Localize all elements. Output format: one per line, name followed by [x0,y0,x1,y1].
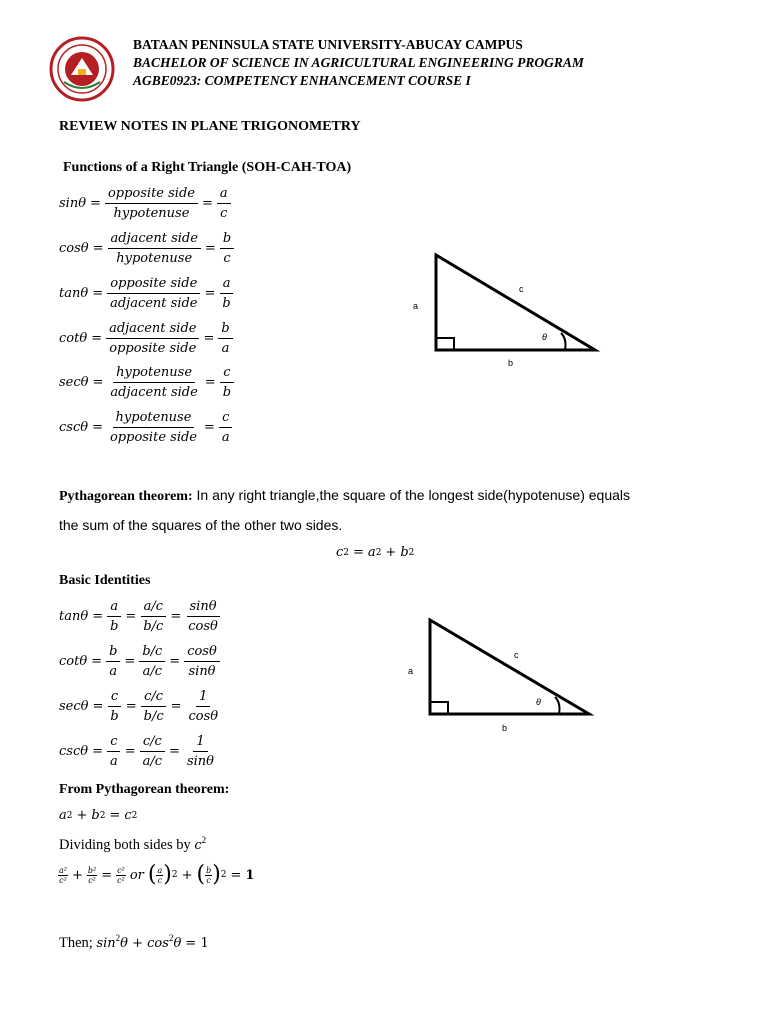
final-identity: Then; $\sin^2\theta + \cos^2\theta = 1$ [59,933,209,951]
function-name: cscθ [59,420,89,435]
trig-function-row: secθ = $\frac{\text{hypotenuse}}{\text{adjacent side}}$ = $\frac{c}{b}$ [59,364,234,401]
divided-equation: $\frac{\text{a²}}{\text{c²}}$ + $\frac{\text{b²}}{\text{c²}}$ = $\frac{\text{c²}}{\text{c²}}$ or ( $\frac{a}{c}$ ) 2 + ( $\frac{b}{c}$ ) 2 = 1 [59,862,255,887]
pythagorean-restated: a 2 + b 2 = c 2 [59,808,138,823]
function-name: cosθ [59,241,89,256]
side-label-a: a [413,301,419,311]
trig-function-row: tanθ = $\frac{\text{opposite side}}{\text{adjacent side}}$ = $\frac{a}{b}$ [59,275,234,312]
dividing-line: Dividing both sides by $c^2$ [59,835,207,853]
from-pythagorean-heading: From Pythagorean theorem: [59,782,230,797]
right-triangle-diagram-2 [400,610,600,740]
university-seal-icon [49,36,115,102]
triangle-shape [436,255,595,350]
pythagorean-statement [59,487,759,505]
triangle-shape [430,620,589,714]
side-label-a: a [408,666,414,676]
identity-row: tanθ = $\frac{a}{b}$ = $\frac{a/c}{b/c}$ = $\frac{\sin\theta}{\cos\theta}$ [59,599,218,634]
pythagorean-text-1: In any right triangle,the square of the longest side(hypotenuse) equals [192,487,631,503]
angle-arc [561,333,566,350]
functions-heading: Functions of a Right Triangle (SOH-CAH-TOA) [63,160,352,175]
function-name: secθ [59,375,89,390]
identity-name: cotθ [59,654,88,669]
identity-name: cscθ [59,744,89,759]
side-label-b: b [508,358,514,368]
right-angle-marker [436,338,454,350]
identity-row: cscθ = $\frac{c}{a}$ = $\frac{c/c}{a/c}$ = $\frac{1}{\sin\theta}$ [59,734,214,769]
right-angle-marker [430,702,448,714]
trig-function-row: cscθ = $\frac{\text{hypotenuse}}{\text{opposite side}}$ = $\frac{c}{a}$ [59,409,233,446]
identity-row: secθ = $\frac{c}{b}$ = $\frac{c/c}{b/c}$ = $\frac{1}{\cos\theta}$ [59,689,219,724]
identity-name: tanθ [59,609,89,624]
side-label-b: b [502,723,508,733]
identity-row: cotθ = $\frac{b}{a}$ = $\frac{b/c}{a/c}$ = $\frac{\cos\theta}{\sin\theta}$ [59,643,220,680]
course-name: AGBE0923: COMPETENCY ENHANCEMENT COURSE I [133,73,471,88]
pythagorean-text-2: the sum of the squares of the other two sides. [59,517,343,533]
angle-arc [555,697,560,714]
identity-name: secθ [59,699,89,714]
identities-heading: Basic Identities [59,573,151,588]
university-name: BATAAN PENINSULA STATE UNIVERSITY-ABUCAY CAMPUS [133,37,523,52]
trig-function-row: cotθ = $\frac{\text{adjacent side}}{\text{opposite side}}$ = $\frac{b}{a}$ [59,320,233,357]
pythagorean-formula: c 2 = a 2 + b 2 [336,545,415,560]
function-name: cotθ [59,331,88,346]
angle-label-theta: θ [542,332,547,342]
function-name: tanθ [59,286,89,301]
pythagorean-label: Pythagorean theorem: [59,489,193,504]
right-triangle-diagram [405,245,605,375]
trig-function-row: sinθ = $\frac{\text{opposite side}}{\text{hypotenuse}}$ = $\frac{a}{c}$ [59,185,231,222]
page-title: REVIEW NOTES IN PLANE TRIGONOMETRY [59,119,361,134]
function-name: sinθ [59,196,87,211]
side-label-c: c [514,650,519,660]
trig-function-row: cosθ = $\frac{\text{adjacent side}}{\text{hypotenuse}}$ = $\frac{b}{c}$ [59,230,234,267]
program-name: BACHELOR OF SCIENCE IN AGRICULTURAL ENGINEERING PROGRAM [133,55,584,70]
angle-label-theta: θ [536,697,541,707]
side-label-c: c [519,284,524,294]
